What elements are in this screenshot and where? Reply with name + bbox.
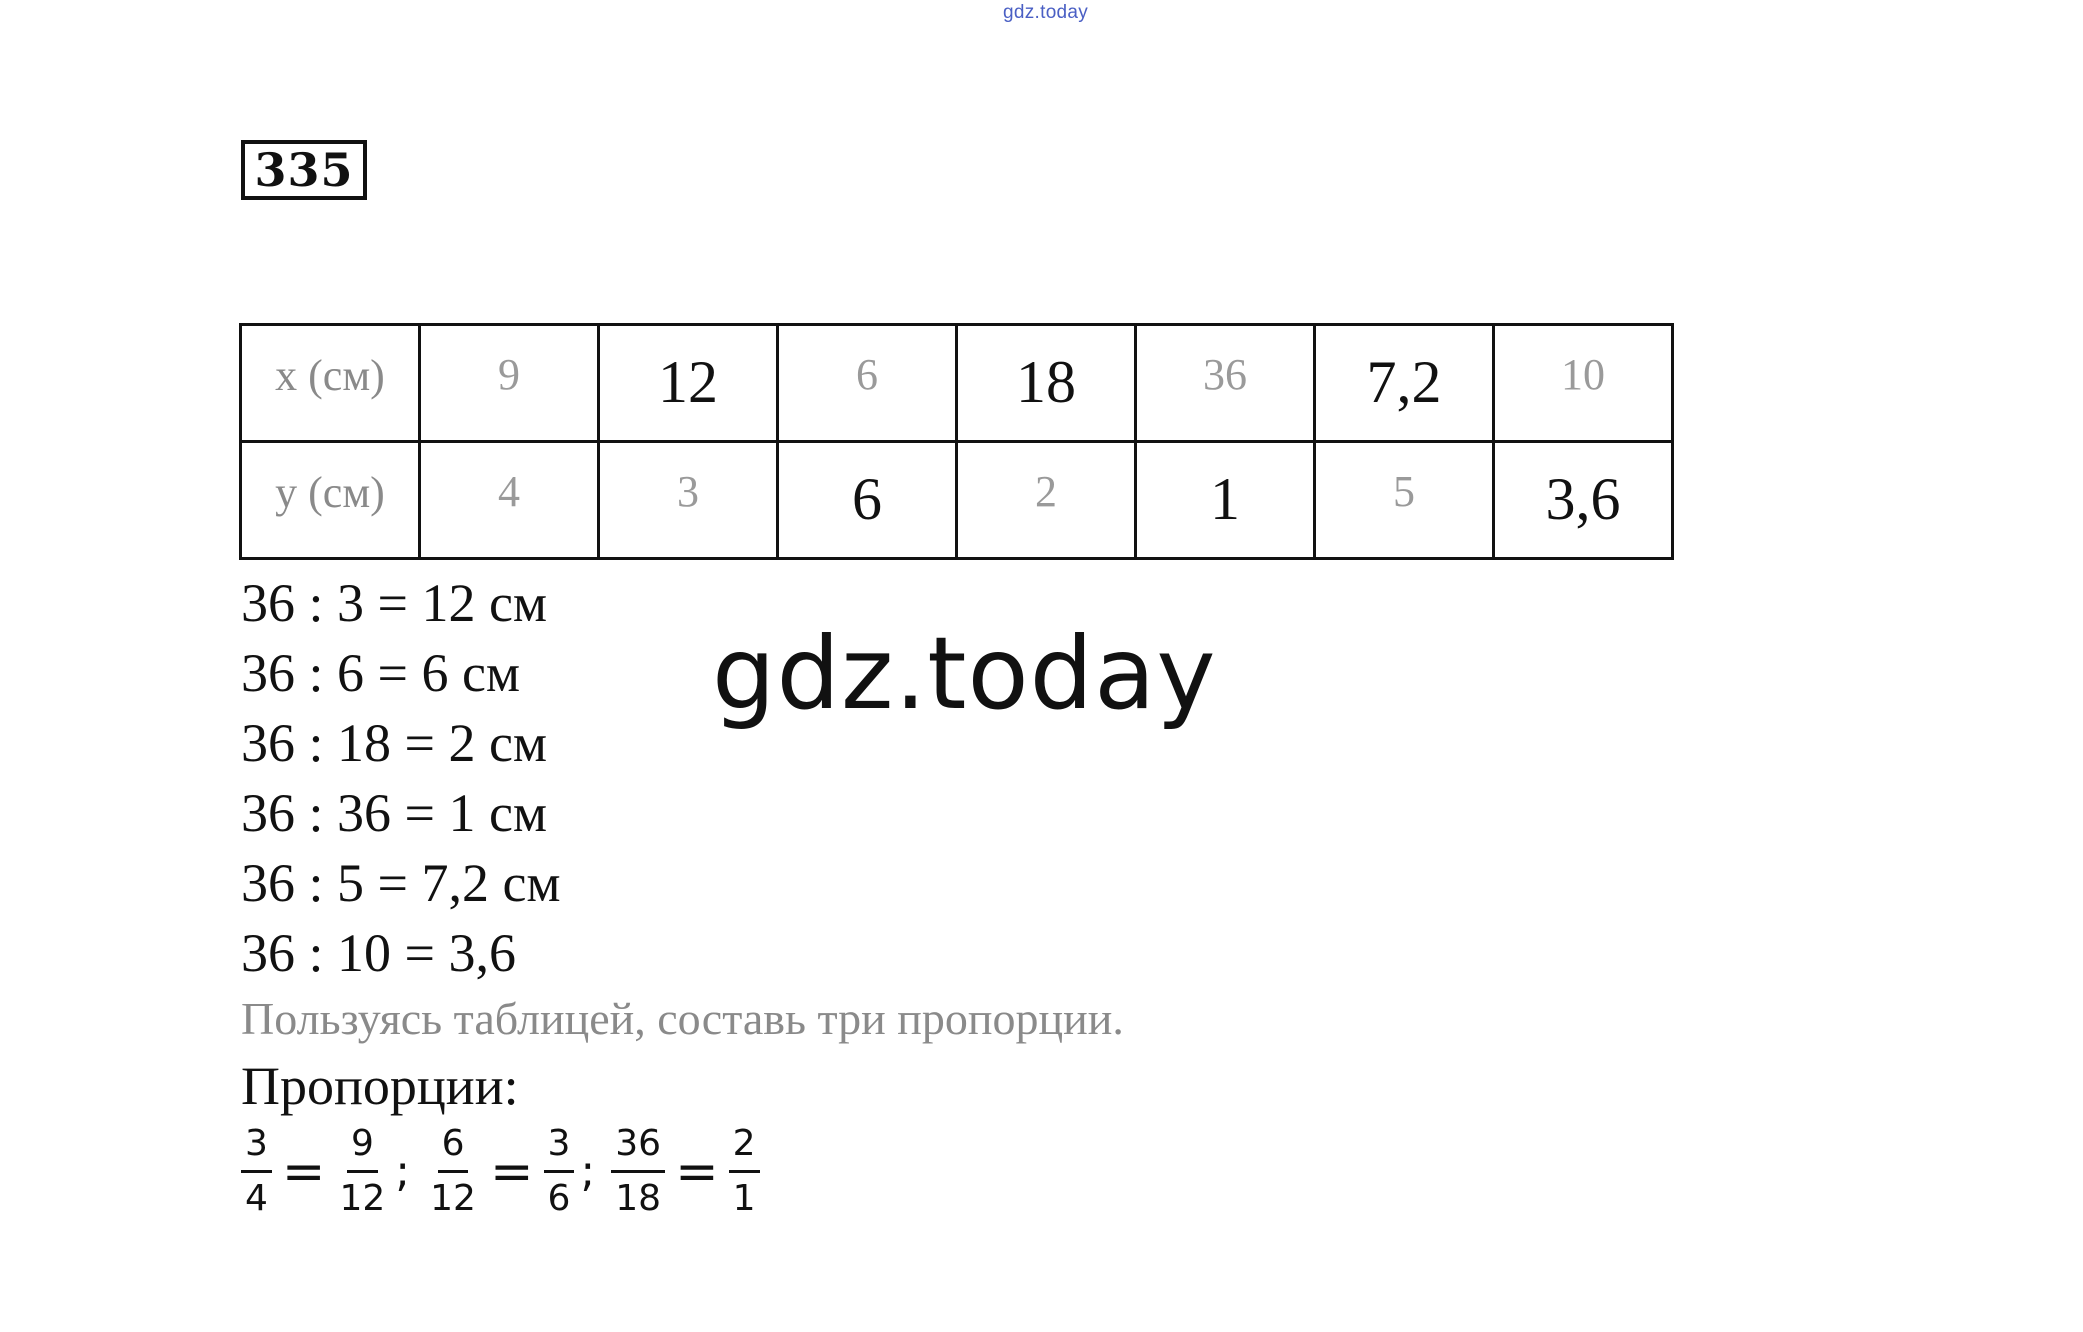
calculation-list: [241, 568, 561, 988]
calculation-line: 36 : 6 = 6 см: [241, 643, 521, 703]
table-header-y: y (см): [241, 442, 420, 559]
fraction: [729, 1122, 760, 1221]
calculation-line: 36 : 18 = 2 см: [241, 713, 548, 773]
fraction-denominator: 12: [339, 1178, 386, 1219]
table-cell-y: 3,6: [1494, 442, 1673, 559]
fraction: [544, 1122, 575, 1221]
fraction-numerator: 3: [544, 1122, 575, 1173]
proportions-formula: [241, 1122, 760, 1221]
table-header-x: x (см): [241, 325, 420, 442]
fraction: [426, 1122, 480, 1221]
xy-values-table: [239, 323, 1674, 560]
calculation-line: 36 : 36 = 1 см: [241, 783, 548, 843]
separator: ;: [395, 1145, 411, 1197]
fraction-numerator: 9: [347, 1122, 378, 1173]
table-cell-x: 36: [1136, 325, 1315, 442]
table-cell-y: 3: [599, 442, 778, 559]
table-row-y: [241, 442, 1673, 559]
table-cell-x: 18: [957, 325, 1136, 442]
fraction-numerator: 2: [729, 1122, 760, 1173]
task-instruction: Пользуясь таблицей, составь три пропорции.: [241, 993, 1124, 1044]
table-cell-y: 6: [778, 442, 957, 559]
equals-sign: =: [489, 1141, 534, 1202]
fraction-numerator: 36: [611, 1122, 665, 1173]
fraction: [335, 1122, 389, 1221]
fraction-numerator: 3: [241, 1122, 272, 1173]
table-cell-x: 10: [1494, 325, 1673, 442]
table-cell-y: 1: [1136, 442, 1315, 559]
proportions-heading: Пропорции:: [241, 1056, 519, 1116]
site-watermark-small: gdz.today: [1003, 2, 1089, 23]
fraction-denominator: 18: [615, 1178, 662, 1219]
calculation-line: 36 : 3 = 12 см: [241, 573, 548, 633]
table-row-x: [241, 325, 1673, 442]
fraction-denominator: 6: [547, 1178, 571, 1219]
table-cell-x: 6: [778, 325, 957, 442]
problem-number-box: 335: [241, 140, 367, 200]
calculation-line: 36 : 5 = 7,2 см: [241, 853, 561, 913]
separator: ;: [580, 1145, 596, 1197]
fraction-numerator: 6: [438, 1122, 469, 1173]
equals-sign: =: [281, 1141, 326, 1202]
fraction-denominator: 1: [732, 1178, 756, 1219]
site-watermark-large: gdz.today: [712, 615, 1217, 732]
equals-sign: =: [675, 1141, 719, 1202]
fraction: [611, 1122, 665, 1221]
table-cell-x: 9: [420, 325, 599, 442]
table-cell-x: 7,2: [1315, 325, 1494, 442]
table-cell-y: 2: [957, 442, 1136, 559]
calculation-line: 36 : 10 = 3,6: [241, 923, 516, 983]
table-cell-y: 4: [420, 442, 599, 559]
table-cell-x: 12: [599, 325, 778, 442]
fraction-denominator: 12: [430, 1178, 476, 1219]
fraction: [241, 1122, 272, 1221]
table-cell-y: 5: [1315, 442, 1494, 559]
fraction-denominator: 4: [245, 1178, 268, 1219]
